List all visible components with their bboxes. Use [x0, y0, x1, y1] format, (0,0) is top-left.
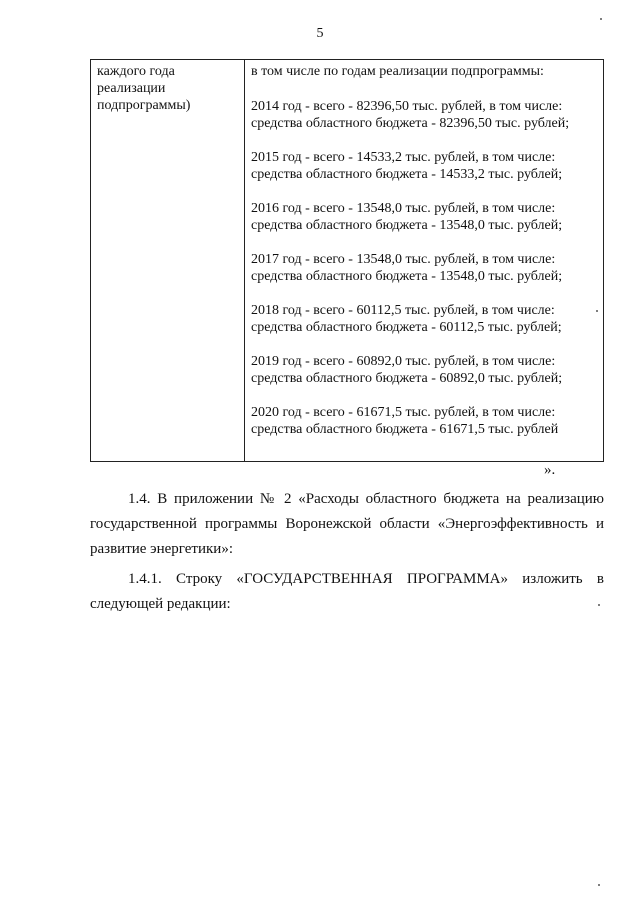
year-budget-line: средства областного бюджета - 60892,0 тыс. рублей; — [251, 371, 563, 386]
left-cell-line: каждого года — [97, 64, 175, 79]
scan-speck — [600, 18, 602, 20]
year-entry-2017 — [251, 251, 597, 286]
left-cell-line: реализации — [97, 81, 166, 96]
page-number: 5 — [316, 26, 324, 41]
year-total-line: 2020 год - всего - 61671,5 тыс. рублей, в том числе: — [251, 404, 556, 420]
year-budget-line: средства областного бюджета - 61671,5 тыс. рублей — [251, 422, 559, 437]
year-budget-line: средства областного бюджета - 14533,2 тыс. рублей; — [251, 167, 563, 182]
year-entry-2019 — [251, 353, 597, 388]
year-total-line: 2019 год - всего - 60892,0 тыс. рублей, в том числе: — [251, 353, 556, 369]
scan-speck — [598, 884, 600, 886]
year-entry-2020 — [251, 404, 597, 439]
paragraph-1-4-1: 1.4.1. Строку «ГОСУДАРСТВЕННАЯ ПРОГРАММА» изложить в следующей редакции: — [90, 571, 604, 612]
closing-quote: ». — [544, 462, 556, 478]
year-total-line: 2018 год - всего - 60112,5 тыс. рублей, в том числе: — [251, 302, 555, 318]
year-budget-line: средства областного бюджета - 60112,5 тыс. рублей; — [251, 320, 562, 335]
scan-speck — [598, 604, 600, 606]
year-total-line: 2014 год - всего - 82396,50 тыс. рублей, в том числе: — [251, 98, 563, 114]
years-intro: в том числе по годам реализации подпрограммы: — [251, 64, 544, 79]
year-entry-2014 — [251, 98, 597, 133]
year-budget-line: средства областного бюджета - 13548,0 тыс. рублей; — [251, 269, 563, 284]
table-left-cell — [91, 59, 245, 461]
year-entry-2015 — [251, 149, 597, 184]
year-total-line: 2017 год - всего - 13548,0 тыс. рублей, в том числе: — [251, 251, 556, 267]
year-budget-line: средства областного бюджета - 13548,0 тыс. рублей; — [251, 218, 563, 233]
scan-speck — [596, 310, 598, 312]
budget-table — [90, 59, 604, 462]
year-entry-2018 — [251, 302, 597, 337]
year-total-line: 2016 год - всего - 13548,0 тыс. рублей, в том числе: — [251, 200, 556, 216]
year-budget-line: средства областного бюджета - 82396,50 тыс. рублей; — [251, 116, 570, 131]
year-total-line: 2015 год - всего - 14533,2 тыс. рублей, в том числе: — [251, 149, 556, 165]
table-right-cell — [245, 59, 603, 461]
left-cell-line: подпрограммы) — [97, 98, 191, 113]
paragraph-1-4: 1.4. В приложении № 2 «Расходы областного бюджета на реализацию государственной программы Воронежской области «Энергоэффективность и развитие энергетики»: — [90, 491, 604, 557]
year-entry-2016 — [251, 200, 597, 235]
